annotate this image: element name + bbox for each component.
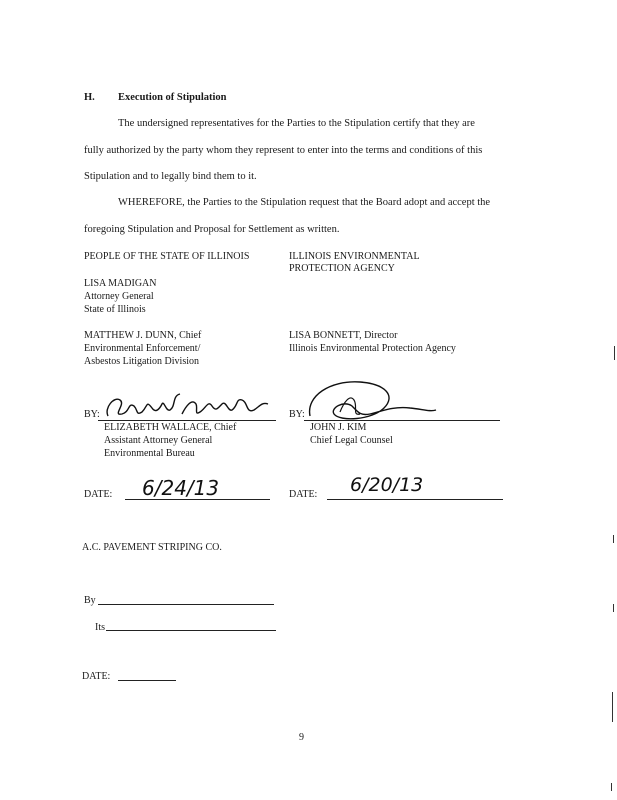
third-party-date-line bbox=[118, 680, 176, 681]
paragraph-2-line-2: foregoing Stipulation and Proposal for Settlement as written. bbox=[84, 224, 340, 235]
left-signer-title-1: Assistant Attorney General bbox=[104, 435, 213, 446]
right-date-line bbox=[327, 499, 503, 500]
third-party-by-label: By bbox=[84, 595, 96, 606]
scan-artifact bbox=[614, 346, 615, 360]
left-date-label: DATE: bbox=[84, 489, 113, 500]
attorney-general-name: LISA MADIGAN bbox=[84, 278, 157, 289]
paragraph-1-line-1: The undersigned representatives for the Parties to the Stipulation certify that they are bbox=[118, 118, 475, 129]
third-party-date-label: DATE: bbox=[82, 671, 111, 682]
left-signature-image bbox=[100, 386, 280, 426]
left-signer-title-2: Environmental Bureau bbox=[104, 448, 195, 459]
attorney-general-state: State of Illinois bbox=[84, 304, 146, 315]
left-date-value: 6/24/13 bbox=[142, 476, 220, 500]
section-number: H. bbox=[84, 92, 95, 103]
left-party-name: PEOPLE OF THE STATE OF ILLINOIS bbox=[84, 251, 250, 262]
section-title: Execution of Stipulation bbox=[118, 92, 227, 103]
paragraph-1-line-2: fully authorized by the party whom they represent to enter into the terms and conditions of this bbox=[84, 145, 483, 156]
chief-name: MATTHEW J. DUNN, Chief bbox=[84, 330, 202, 341]
scan-artifact bbox=[613, 535, 614, 543]
agency-name: Illinois Environmental Protection Agency bbox=[289, 343, 456, 354]
third-party-its-label: Its bbox=[95, 622, 105, 633]
third-party-signature-line bbox=[98, 604, 274, 605]
third-party-name: A.C. PAVEMENT STRIPING CO. bbox=[82, 542, 222, 553]
scan-artifact bbox=[613, 604, 614, 612]
right-by-label: BY: bbox=[289, 409, 305, 420]
right-party-name-1: ILLINOIS ENVIRONMENTAL bbox=[289, 251, 420, 262]
left-signer-name: ELIZABETH WALLACE, Chief bbox=[104, 422, 237, 433]
right-date-label: DATE: bbox=[289, 489, 318, 500]
director-name: LISA BONNETT, Director bbox=[289, 330, 398, 341]
chief-title-2: Asbestos Litigation Division bbox=[84, 356, 199, 367]
page-number: 9 bbox=[299, 732, 304, 743]
right-signer-name: JOHN J. KIM bbox=[310, 422, 367, 433]
right-signer-title: Chief Legal Counsel bbox=[310, 435, 393, 446]
scan-artifact bbox=[612, 692, 613, 722]
attorney-general-title: Attorney General bbox=[84, 291, 154, 302]
scan-artifact bbox=[611, 783, 612, 791]
right-date-value: 6/20/13 bbox=[350, 474, 424, 496]
paragraph-2-line-1: WHEREFORE, the Parties to the Stipulation request that the Board adopt and accept the bbox=[118, 197, 491, 208]
right-signature-image bbox=[300, 376, 440, 428]
right-party-name-2: PROTECTION AGENCY bbox=[289, 263, 395, 274]
left-by-label: BY: bbox=[84, 409, 100, 420]
paragraph-1-line-3: Stipulation and to legally bind them to it. bbox=[84, 171, 257, 182]
chief-title-1: Environmental Enforcement/ bbox=[84, 343, 201, 354]
third-party-title-line bbox=[106, 630, 276, 631]
